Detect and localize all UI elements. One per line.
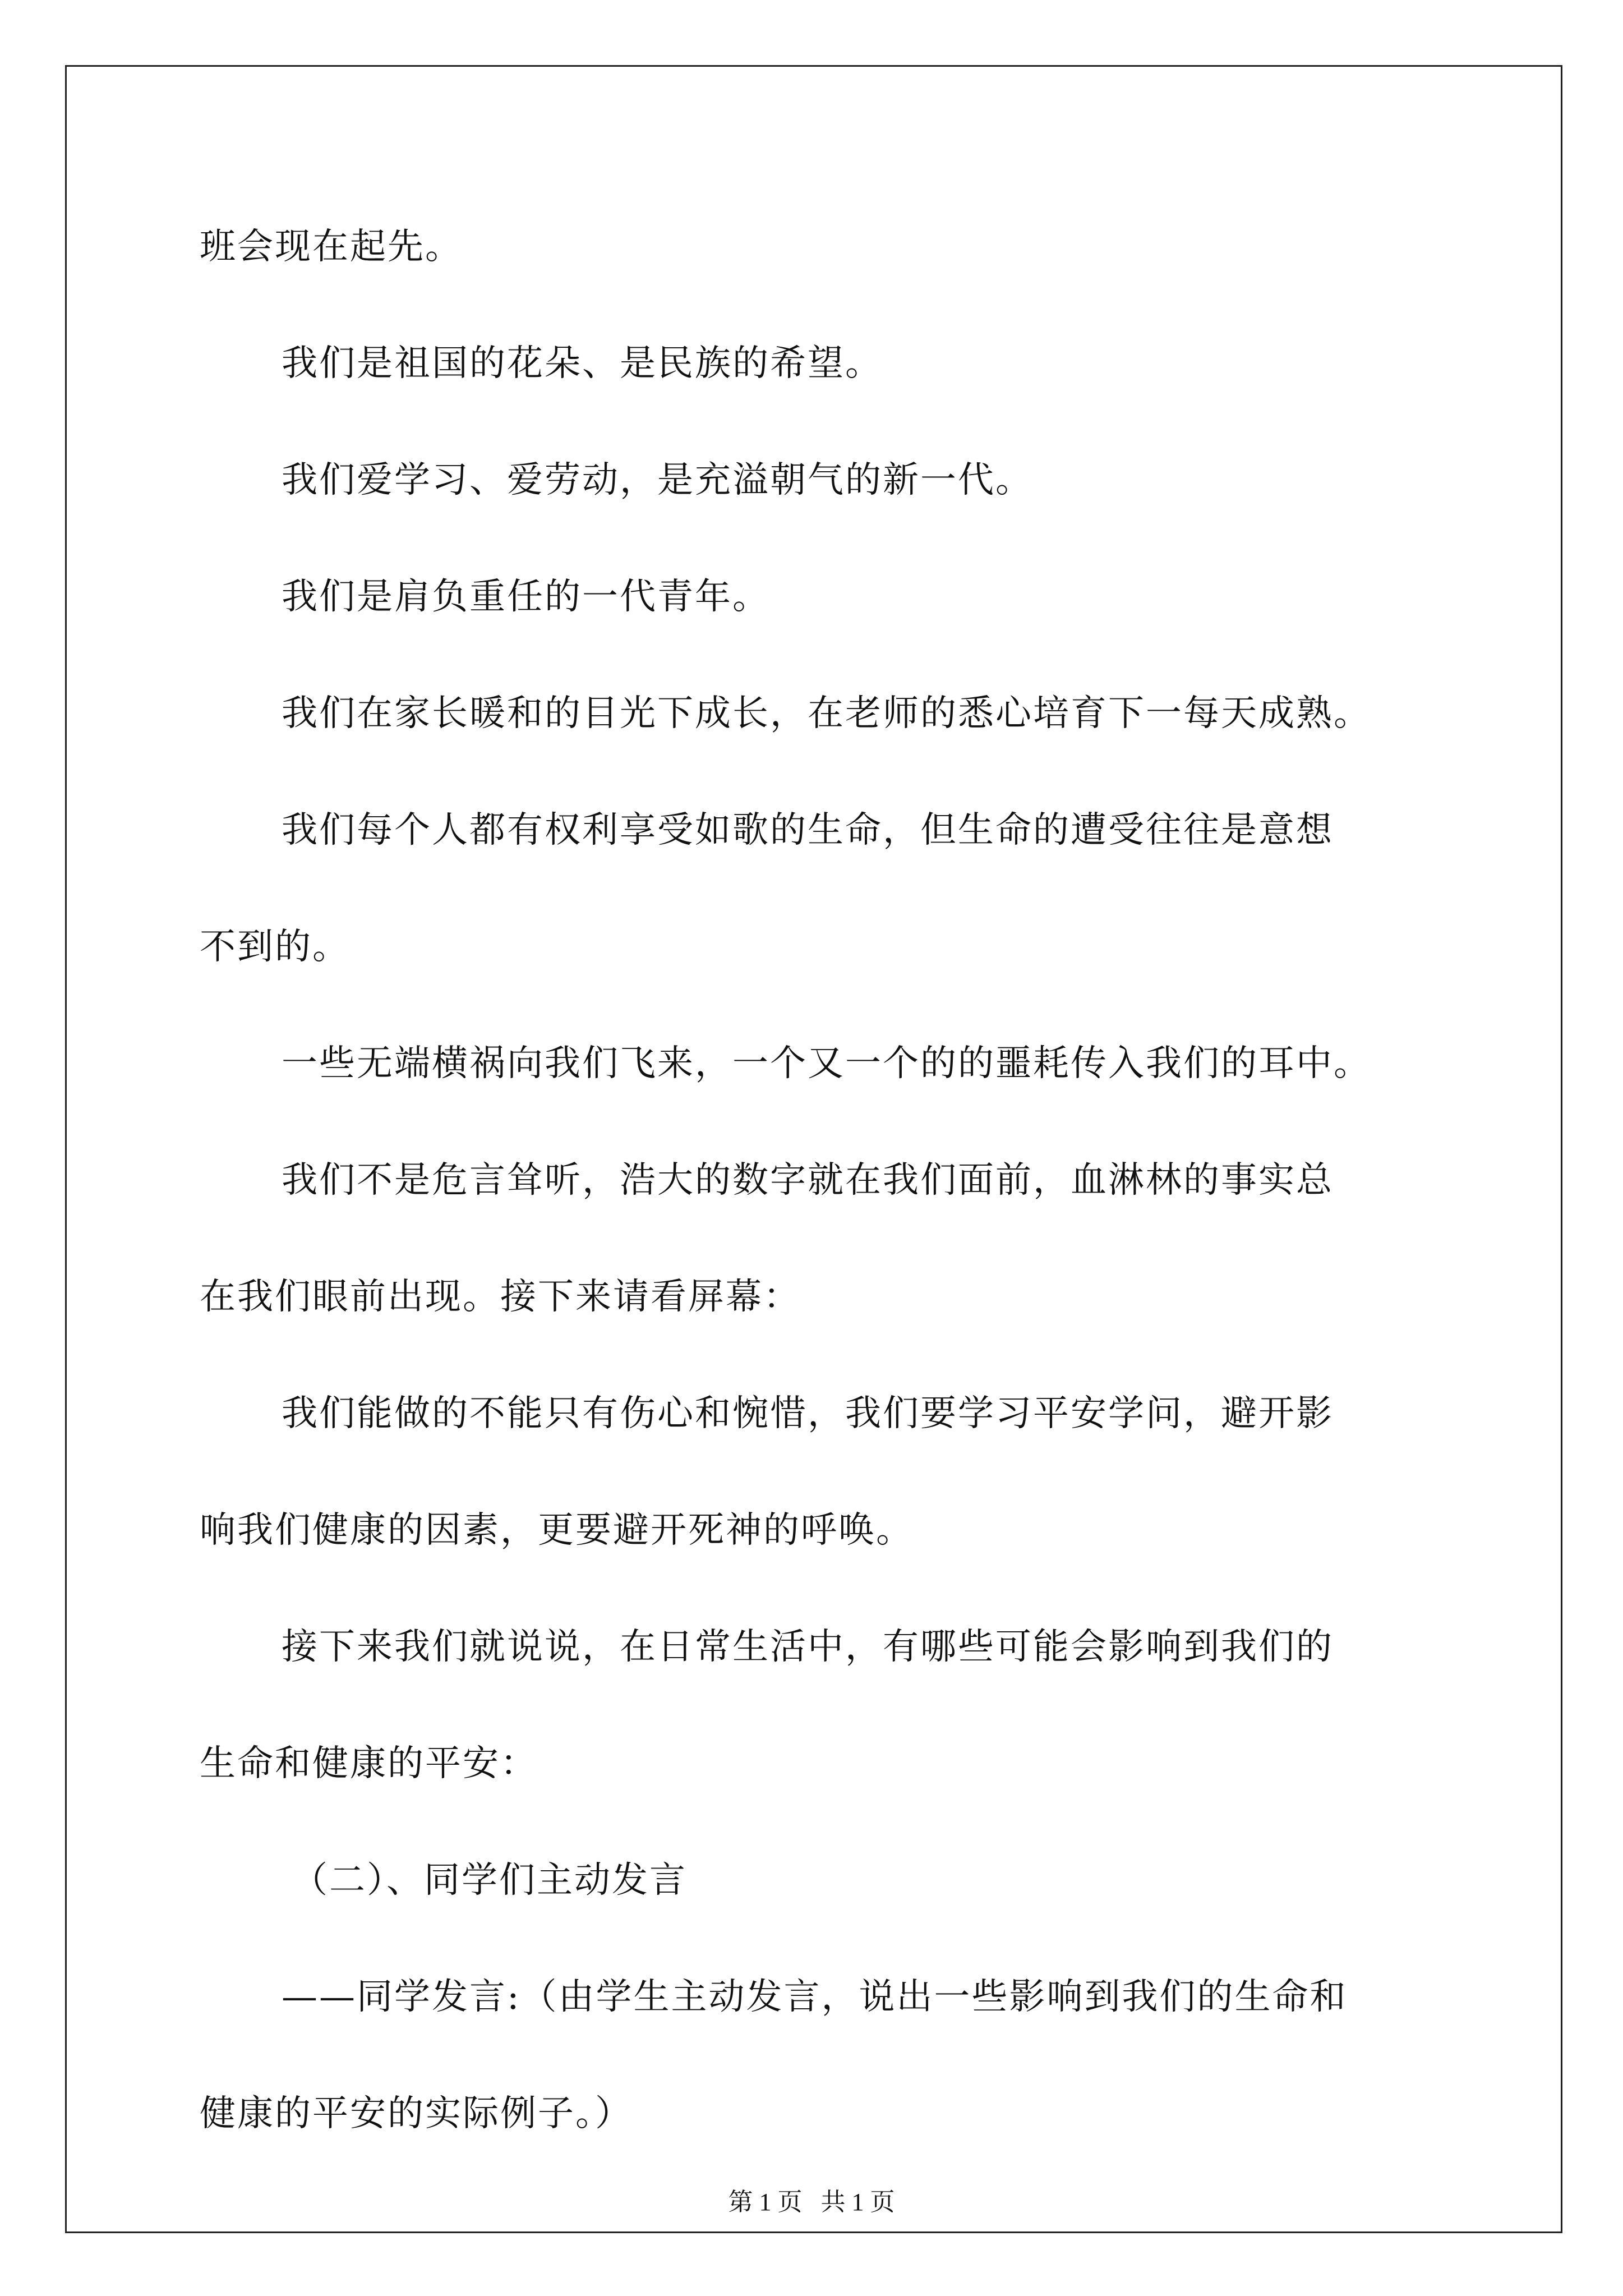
text-line: 我们是祖国的花朵、是民族的希望。 bbox=[282, 343, 883, 384]
text-line: 不到的。 bbox=[200, 926, 350, 968]
text-line: 接下来我们就说说，在日常生活中，有哪些可能会影响到我们的 bbox=[282, 1626, 1334, 1668]
text-line: 我们不是危言耸听，浩大的数字就在我们面前，血淋林的事实总 bbox=[282, 1159, 1334, 1201]
text-line: 我们爱学习、爱劳动，是充溢朝气的新一代。 bbox=[282, 459, 1033, 501]
text-line: 健康的平安的实际例子。） bbox=[200, 2093, 633, 2134]
text-line: 班会现在起先。 bbox=[200, 226, 463, 268]
section-heading: （二）、同学们主动发言 bbox=[292, 1860, 687, 1901]
text-line: 响我们健康的因素，更要避开死神的呼唤。 bbox=[200, 1510, 914, 1551]
text-line: 一些无端横祸向我们飞来，一个又一个的的噩耗传入我们的耳中。 bbox=[282, 1043, 1371, 1084]
text-line: 在我们眼前出现。接下来请看屏幕： bbox=[200, 1276, 801, 1318]
text-line: ——同学发言:（由学生主动发言，说出一些影响到我们的生命和 bbox=[282, 1976, 1348, 2018]
text-line: 我们在家长暖和的目光下成长，在老师的悉心培育下一每天成熟。 bbox=[282, 693, 1371, 734]
text-line: 我们能做的不能只有伤心和惋惜，我们要学习平安学问，避开影 bbox=[282, 1393, 1334, 1434]
page-border bbox=[65, 65, 1562, 2233]
text-line: 我们是肩负重任的一代青年。 bbox=[282, 576, 770, 618]
page-number-footer: 第 1 页 共 1 页 bbox=[728, 2188, 895, 2216]
text-line: 生命和健康的平安： bbox=[200, 1743, 538, 1784]
text-line: 我们每个人都有权利享受如歌的生命，但生命的遭受往往是意想 bbox=[282, 809, 1334, 851]
